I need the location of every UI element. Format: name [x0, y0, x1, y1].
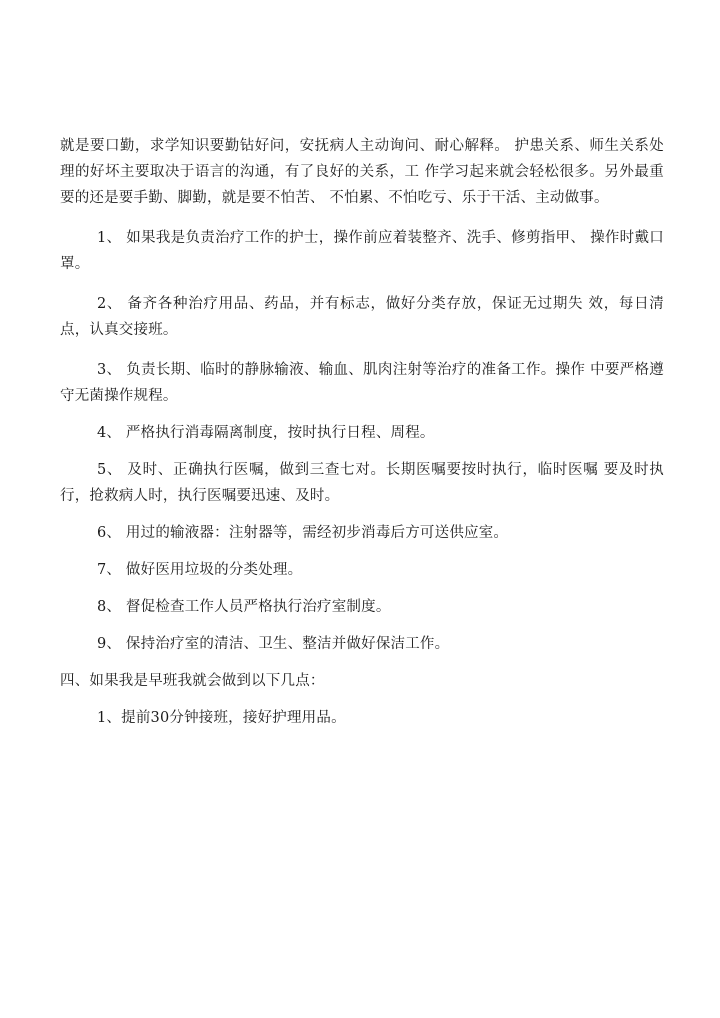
list-item-1: 1、 如果我是负责治疗工作的护士，操作前应着装整齐、洗手、修剪指甲、 操作时戴口罩。: [60, 230, 664, 272]
section-item-1: 1、提前30分钟接班，接好护理用品。: [97, 710, 346, 726]
list-item-7: 7、 做好医用垃圾的分类处理。: [97, 562, 303, 578]
section-heading: 四、如果我是早班我就会做到以下几点：: [60, 673, 325, 689]
list-item-9: 9、 保持治疗室的清洁、卫生、整洁并做好保洁工作。: [97, 636, 450, 652]
list-item-2: 2、 备齐各种治疗用品、药品，并有标志，做好分类存放，保证无过期失 效，每日清点，认真交接班。: [60, 296, 664, 338]
document-body: [60, 133, 664, 731]
list-item-4: 4、 严格执行消毒隔离制度，按时执行日程、周程。: [97, 425, 435, 441]
list-item-5: 5、 及时、正确执行医嘱，做到三查七对。长期医嘱要按时执行，临时医嘱 要及时执行，抢救病人时，执行医嘱要迅速、及时。: [60, 462, 664, 504]
list-item-6: 6、 用过的输液器：注射器等，需经初步消毒后方可送供应室。: [97, 525, 509, 541]
list-item-8: 8、 督促检查工作人员严格执行治疗室制度。: [97, 599, 391, 615]
intro-paragraph: 就是要口勤，求学知识要勤钻好问，安抚病人主动询问、耐心解释。 护患关系、师生关系处理的好坏主要取决于语言的沟通，有了良好的关系，工 作学习起来就会轻松很多。另外最重要的还是要手勤、脚勤，就是要不怕苦、 不怕累、不怕吃亏、乐于干活、主动做事。: [60, 138, 664, 206]
list-item-3: 3、 负责长期、临时的静脉输液、输血、肌肉注射等治疗的准备工作。操作 中要严格遵守无菌操作规程。: [60, 362, 664, 404]
